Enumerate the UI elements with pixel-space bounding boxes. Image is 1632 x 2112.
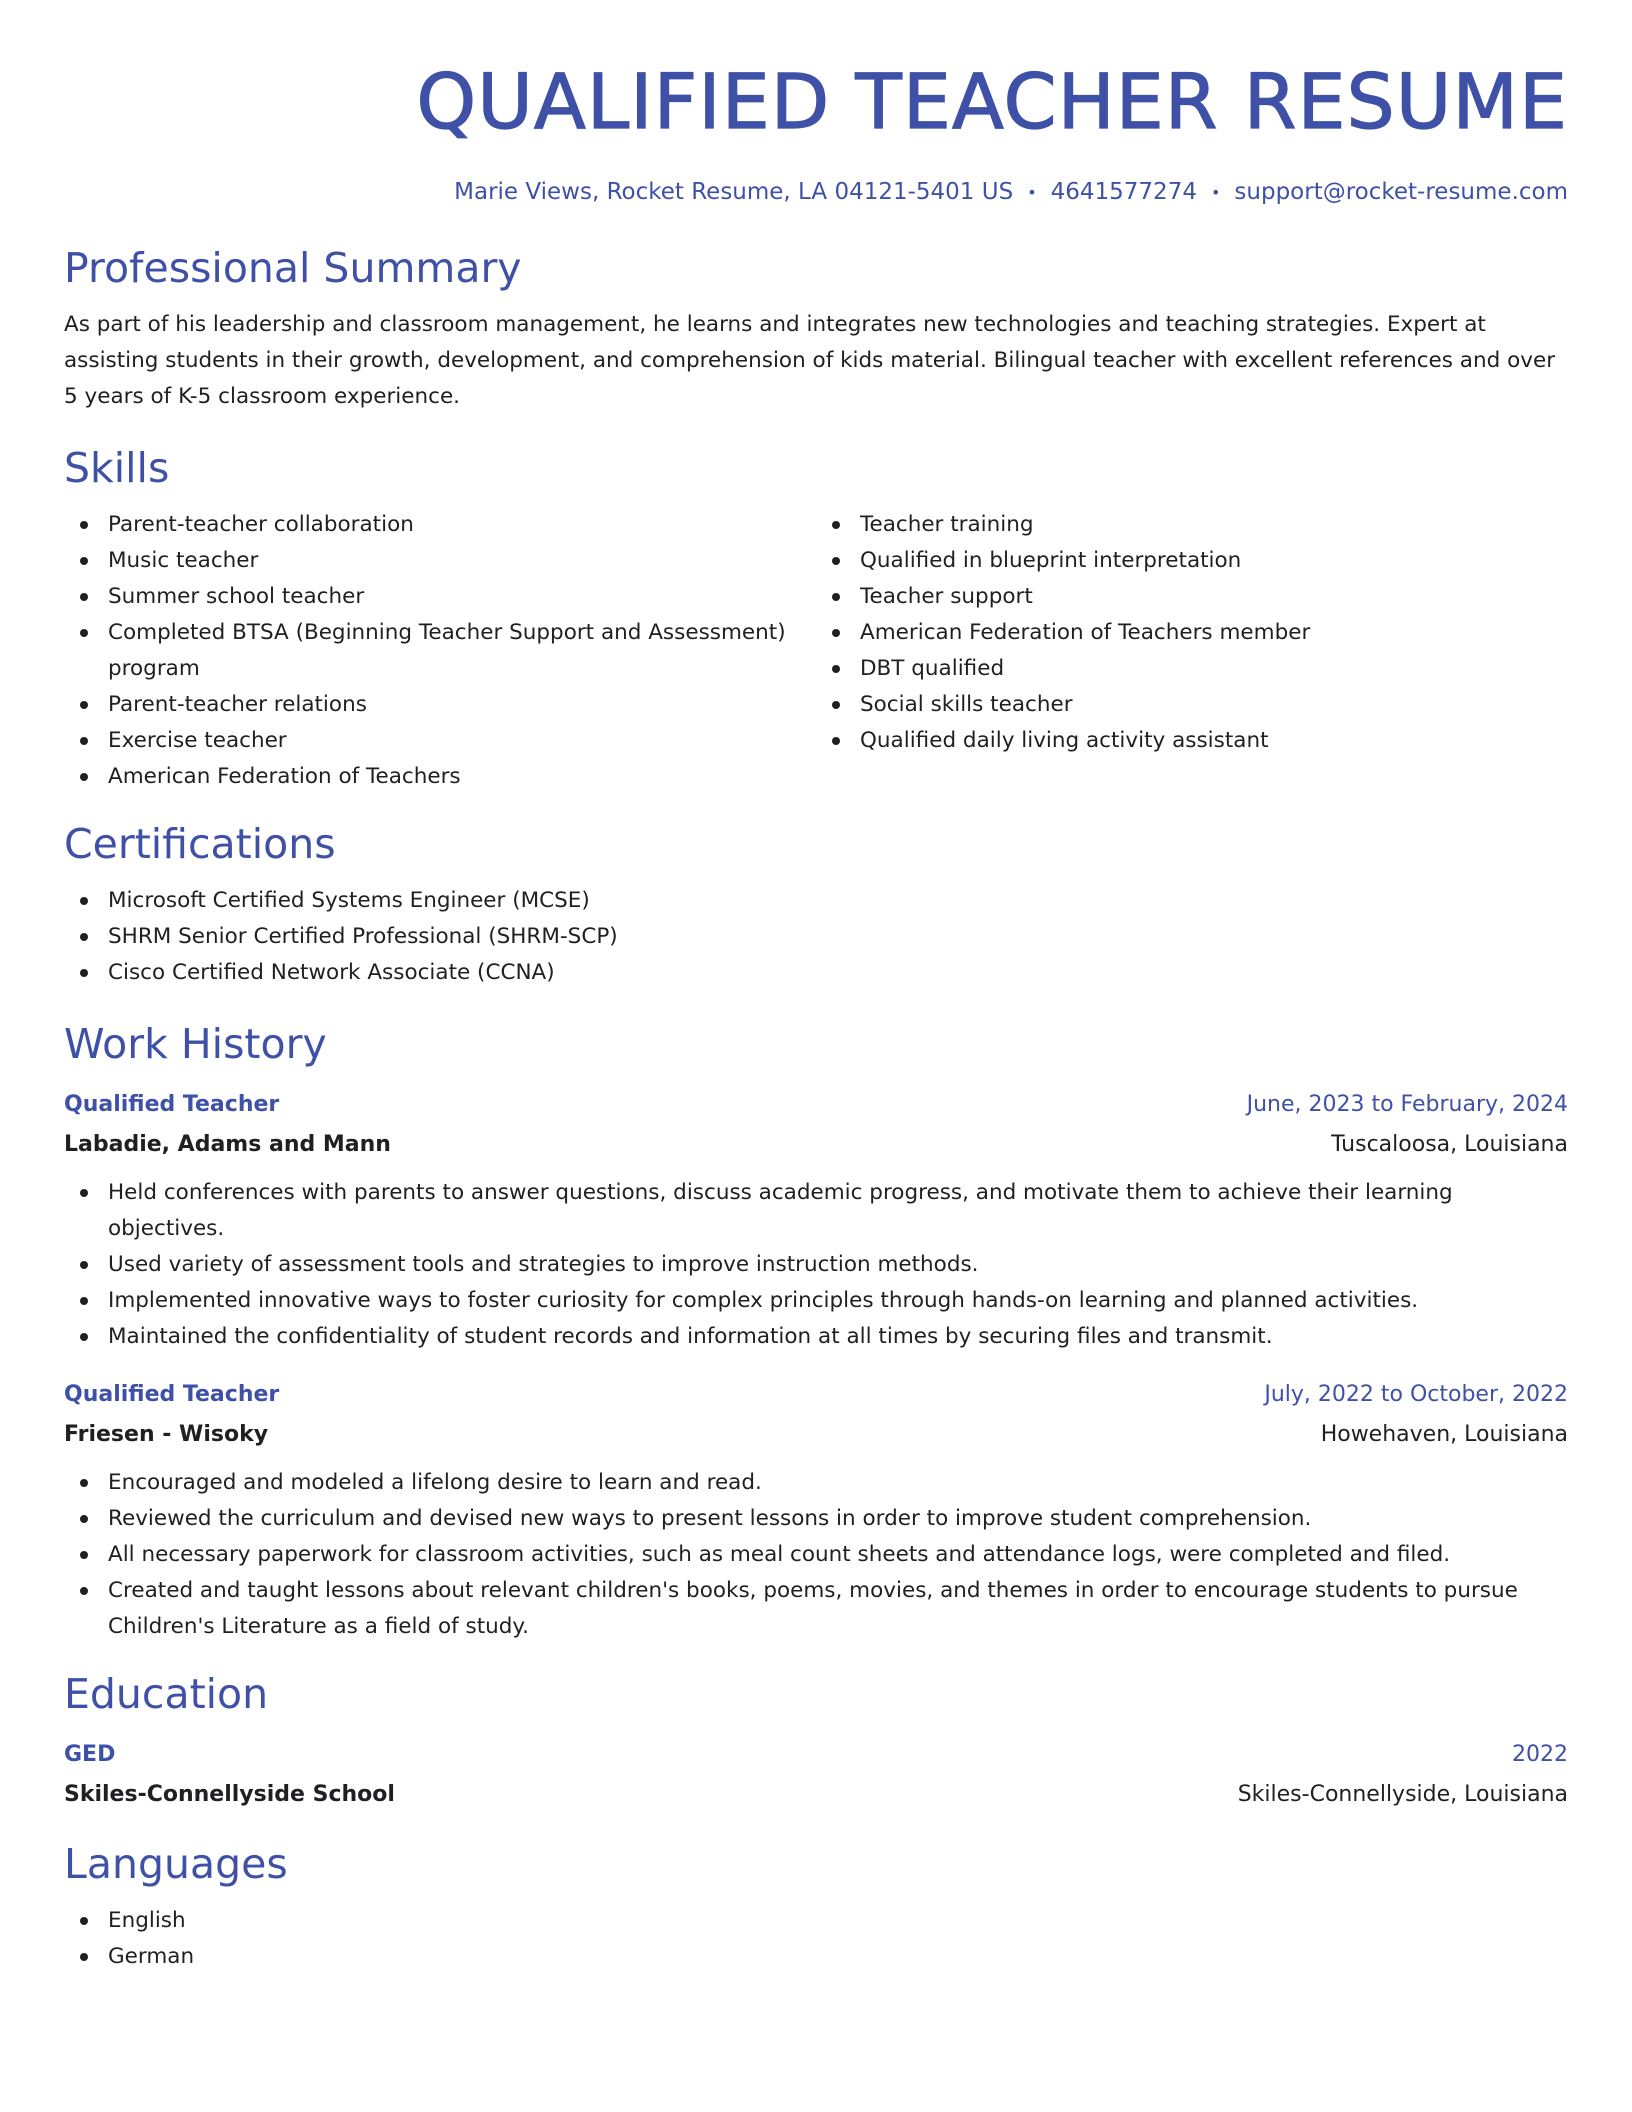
skill-item: Parent-teacher relations: [64, 687, 796, 723]
certification-item: SHRM Senior Certified Professional (SHRM-SCP): [64, 919, 1568, 955]
contact-separator: •: [1027, 182, 1037, 202]
summary-text: As part of his leadership and classroom management, he learns and integrates new technologies and teaching strategies. Expert at assisting students in their growth, development, and comprehension of kids material. Bilingual teacher with excellent references and over 5 years of K-5 classroom experience.: [64, 311, 1556, 409]
job-bullet: Created and taught lessons about relevant children's books, poems, movies, and themes in order to encourage students to pursue Children's Literature as a field of study.: [64, 1573, 1568, 1645]
job-header-row: [64, 1085, 1568, 1125]
job-title: Qualified Teacher: [64, 1381, 280, 1407]
job-bullet: Implemented innovative ways to foster curiosity for complex principles through hands-on learning and planned activities.: [64, 1283, 1568, 1319]
skill-item: Summer school teacher: [64, 579, 796, 615]
job-bullet: Encouraged and modeled a lifelong desire to learn and read.: [64, 1465, 1568, 1501]
skills-column-right: [816, 507, 1568, 795]
job-bullets: [64, 1175, 1568, 1355]
skills-section: [64, 441, 1568, 795]
contact-address: Marie Views, Rocket Resume, LA 04121-5401 US: [454, 179, 1014, 205]
summary-section: [64, 241, 1568, 415]
contact-email: support@rocket-resume.com: [1234, 179, 1568, 205]
job-header-row: [64, 1375, 1568, 1415]
education-school: Skiles-Connellyside School: [64, 1781, 395, 1807]
skills-column-left: [64, 507, 816, 795]
education-year: 2022: [1512, 1741, 1568, 1767]
skill-item: American Federation of Teachers: [64, 759, 796, 795]
resume-title: QUALIFIED TEACHER RESUME: [416, 57, 1568, 146]
skills-list-right: [816, 507, 1568, 759]
contact-phone: 4641577274: [1050, 179, 1197, 205]
contact-line: [64, 172, 1568, 213]
work-history-section: [64, 1017, 1568, 1645]
certification-item: Cisco Certified Network Associate (CCNA): [64, 955, 1568, 991]
skills-heading: Skills: [64, 443, 170, 492]
job-employer: Labadie, Adams and Mann: [64, 1131, 391, 1157]
job-employer-row: [64, 1415, 1568, 1455]
job-bullet: All necessary paperwork for classroom activities, such as meal count sheets and attendance logs, were completed and filed.: [64, 1537, 1568, 1573]
job-location: Howehaven, Louisiana: [1320, 1421, 1568, 1447]
work-history-heading: Work History: [64, 1019, 327, 1068]
education-school-row: [64, 1775, 1568, 1815]
skill-item: Teacher support: [816, 579, 1568, 615]
job-bullet: Used variety of assessment tools and strategies to improve instruction methods.: [64, 1247, 1568, 1283]
job-location: Tuscaloosa, Louisiana: [1331, 1131, 1568, 1157]
skill-item: Music teacher: [64, 543, 796, 579]
certifications-list: [64, 883, 1568, 991]
job-dates: July, 2022 to October, 2022: [1264, 1381, 1568, 1407]
job-employer: Friesen - Wisoky: [64, 1421, 269, 1447]
skills-list-left: [64, 507, 796, 795]
job-bullet: Maintained the confidentiality of student records and information at all times by securing files and transmit.: [64, 1319, 1568, 1355]
languages-list: [64, 1903, 1568, 1975]
contact-separator: •: [1210, 182, 1221, 202]
job-bullet: Held conferences with parents to answer questions, discuss academic progress, and motivate them to achieve their learning objectives.: [64, 1175, 1568, 1247]
certifications-heading: Certifications: [64, 819, 336, 868]
summary-heading: Professional Summary: [64, 243, 522, 292]
job-employer-row: [64, 1125, 1568, 1165]
skills-grid: [64, 507, 1568, 795]
education-heading: Education: [64, 1669, 269, 1718]
skill-item: Parent-teacher collaboration: [64, 507, 796, 543]
skill-item: Completed BTSA (Beginning Teacher Support and Assessment) program: [64, 615, 796, 687]
education-degree: GED: [64, 1741, 116, 1767]
skill-item: Teacher training: [816, 507, 1568, 543]
job-title: Qualified Teacher: [64, 1091, 280, 1117]
job-bullet: Reviewed the curriculum and devised new ways to present lessons in order to improve student comprehension.: [64, 1501, 1568, 1537]
languages-heading: Languages: [64, 1839, 288, 1888]
languages-section: [64, 1837, 1568, 1975]
job-entry: [64, 1085, 1568, 1355]
education-header-row: [64, 1735, 1568, 1775]
certifications-section: [64, 817, 1568, 991]
skill-item: Qualified daily living activity assistant: [816, 723, 1568, 759]
skill-item: Social skills teacher: [816, 687, 1568, 723]
job-bullets: [64, 1465, 1568, 1645]
language-item: English: [64, 1903, 1568, 1939]
skill-item: Qualified in blueprint interpretation: [816, 543, 1568, 579]
education-location: Skiles-Connellyside, Louisiana: [1237, 1781, 1568, 1807]
language-item: German: [64, 1939, 1568, 1975]
skill-item: DBT qualified: [816, 651, 1568, 687]
skill-item: American Federation of Teachers member: [816, 615, 1568, 651]
job-dates: June, 2023 to February, 2024: [1246, 1091, 1568, 1117]
certification-item: Microsoft Certified Systems Engineer (MCSE): [64, 883, 1568, 919]
education-entry: [64, 1735, 1568, 1815]
job-entry: [64, 1375, 1568, 1645]
education-section: [64, 1667, 1568, 1815]
skill-item: Exercise teacher: [64, 723, 796, 759]
